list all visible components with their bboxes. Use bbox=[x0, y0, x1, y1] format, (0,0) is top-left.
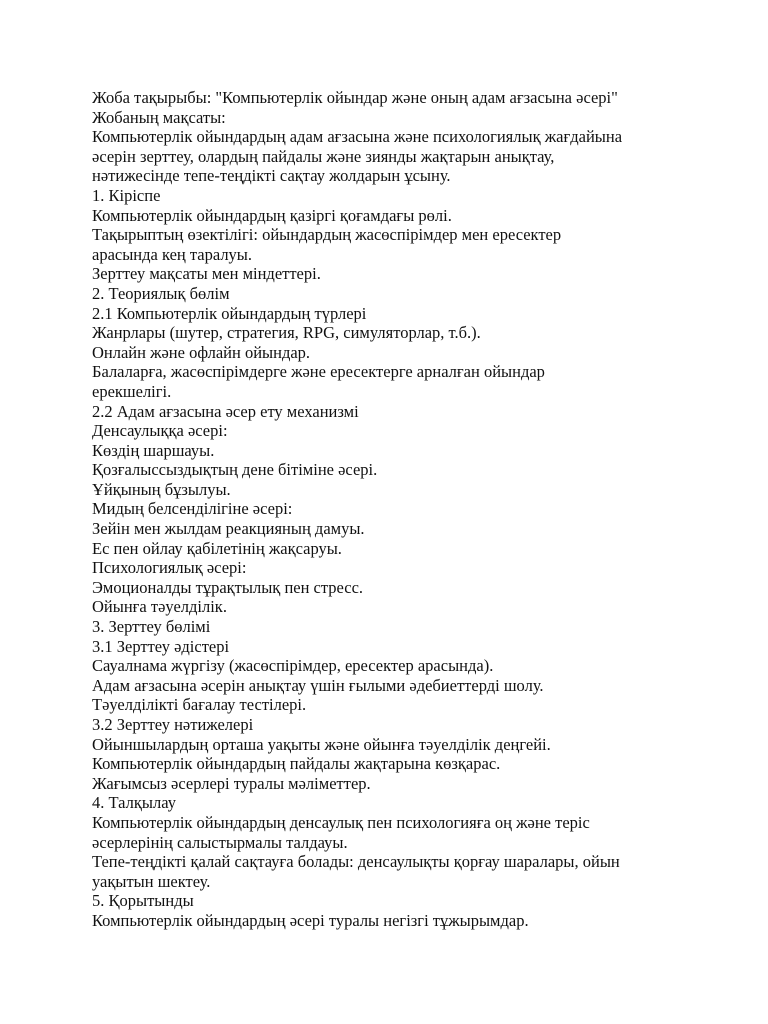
brain-effects-text-line: Зейін мен жылдам реакцияның дамуы. bbox=[92, 519, 365, 539]
subsection-heading-methods: 3.1 Зерттеу әдістері bbox=[92, 636, 230, 656]
results-text-line: Ойыншылардың орташа уақыты және ойынға тәуелділік деңгейі. bbox=[92, 734, 551, 754]
document-page bbox=[92, 88, 712, 931]
introduction-text-line: Зерттеу мақсаты мен міндеттері. bbox=[92, 264, 321, 284]
game-types-text-line: Онлайн және офлайн ойындар. bbox=[92, 342, 311, 362]
discussion-text-line: Компьютерлік ойындардың денсаулық пен психологияға оң және теріс bbox=[92, 812, 590, 832]
health-effects-text-line: Көздің шаршауы. bbox=[92, 440, 215, 460]
health-effects-text-line: Ұйқының бұзылуы. bbox=[92, 479, 231, 499]
game-types-text-line: Балаларға, жасөспірімдерге және ересектерге арналған ойындар bbox=[92, 362, 545, 382]
game-types-text-line: Жанрлары (шутер, стратегия, RPG, симуляторлар, т.б.). bbox=[92, 323, 481, 343]
introduction-text-line: арасында кең таралуы. bbox=[92, 244, 253, 264]
psychological-effects-heading: Психологиялық әсері: bbox=[92, 558, 247, 578]
section-heading-research: 3. Зерттеу бөлімі bbox=[92, 617, 211, 637]
brain-effects-heading: Мидың белсенділігіне әсері: bbox=[92, 499, 293, 519]
introduction-text-line: Тақырыптың өзектілігі: ойындардың жасөспірімдер мен ересектер bbox=[92, 225, 562, 245]
methods-text-line: Адам ағзасына әсерін анықтау үшін ғылыми әдебиеттерді шолу. bbox=[92, 675, 544, 695]
section-heading-introduction: 1. Кіріспе bbox=[92, 185, 161, 205]
section-heading-discussion: 4. Талқылау bbox=[92, 793, 176, 813]
methods-text-line: Тәуелділікті бағалау тестілері. bbox=[92, 695, 307, 715]
aim-text-line: әсерін зерттеу, олардың пайдалы және зиянды жақтарын анықтау, bbox=[92, 146, 555, 166]
subsection-heading-mechanism: 2.2 Адам ағзасына әсер ету механизмі bbox=[92, 401, 359, 421]
psychological-effects-text-line: Эмоционалды тұрақтылық пен стресс. bbox=[92, 577, 364, 597]
psychological-effects-text-line: Ойынға тәуелділік. bbox=[92, 597, 227, 617]
section-heading-conclusion: 5. Қорытынды bbox=[92, 891, 194, 911]
document-title: Жоба тақырыбы: "Компьютерлік ойындар және оның адам ағзасына әсері" bbox=[92, 88, 618, 107]
aim-text-line: Компьютерлік ойындардың адам ағзасына және психологиялық жағдайына bbox=[92, 127, 623, 147]
methods-text-line: Сауалнама жүргізу (жасөспірімдер, ересектер арасында). bbox=[92, 656, 494, 676]
game-types-text-line: ерекшелігі. bbox=[92, 381, 172, 401]
discussion-text-line: Тепе-теңдікті қалай сақтауға болады: денсаулықты қорғау шаралары, ойын bbox=[92, 852, 620, 872]
discussion-text-line: әсерлерінің салыстырмалы талдауы. bbox=[92, 832, 348, 852]
subsection-heading-results: 3.2 Зерттеу нәтижелері bbox=[92, 715, 254, 734]
brain-effects-text-line: Ес пен ойлау қабілетінің жақсаруы. bbox=[92, 538, 342, 558]
results-text-line: Компьютерлік ойындардың пайдалы жақтарына көзқарас. bbox=[92, 754, 501, 774]
subsection-heading-game-types: 2.1 Компьютерлік ойындардың түрлері bbox=[92, 303, 367, 323]
section-heading-theory: 2. Теориялық бөлім bbox=[92, 283, 230, 303]
results-text-line: Жағымсыз әсерлері туралы мәліметтер. bbox=[92, 773, 371, 793]
health-effects-text-line: Қозғалыссыздықтың дене бітіміне әсері. bbox=[92, 460, 378, 480]
conclusion-text-line: Компьютерлік ойындардың әсері туралы негізгі тұжырымдар. bbox=[92, 910, 529, 930]
aim-text-line: нәтижесінде тепе-теңдікті сақтау жолдарын ұсыну. bbox=[92, 166, 451, 186]
discussion-text-line: уақытын шектеу. bbox=[92, 871, 211, 891]
introduction-text-line: Компьютерлік ойындардың қазіргі қоғамдағы рөлі. bbox=[92, 205, 452, 225]
aim-heading: Жобаның мақсаты: bbox=[92, 107, 226, 127]
health-effects-heading: Денсаулыққа әсері: bbox=[92, 421, 228, 441]
